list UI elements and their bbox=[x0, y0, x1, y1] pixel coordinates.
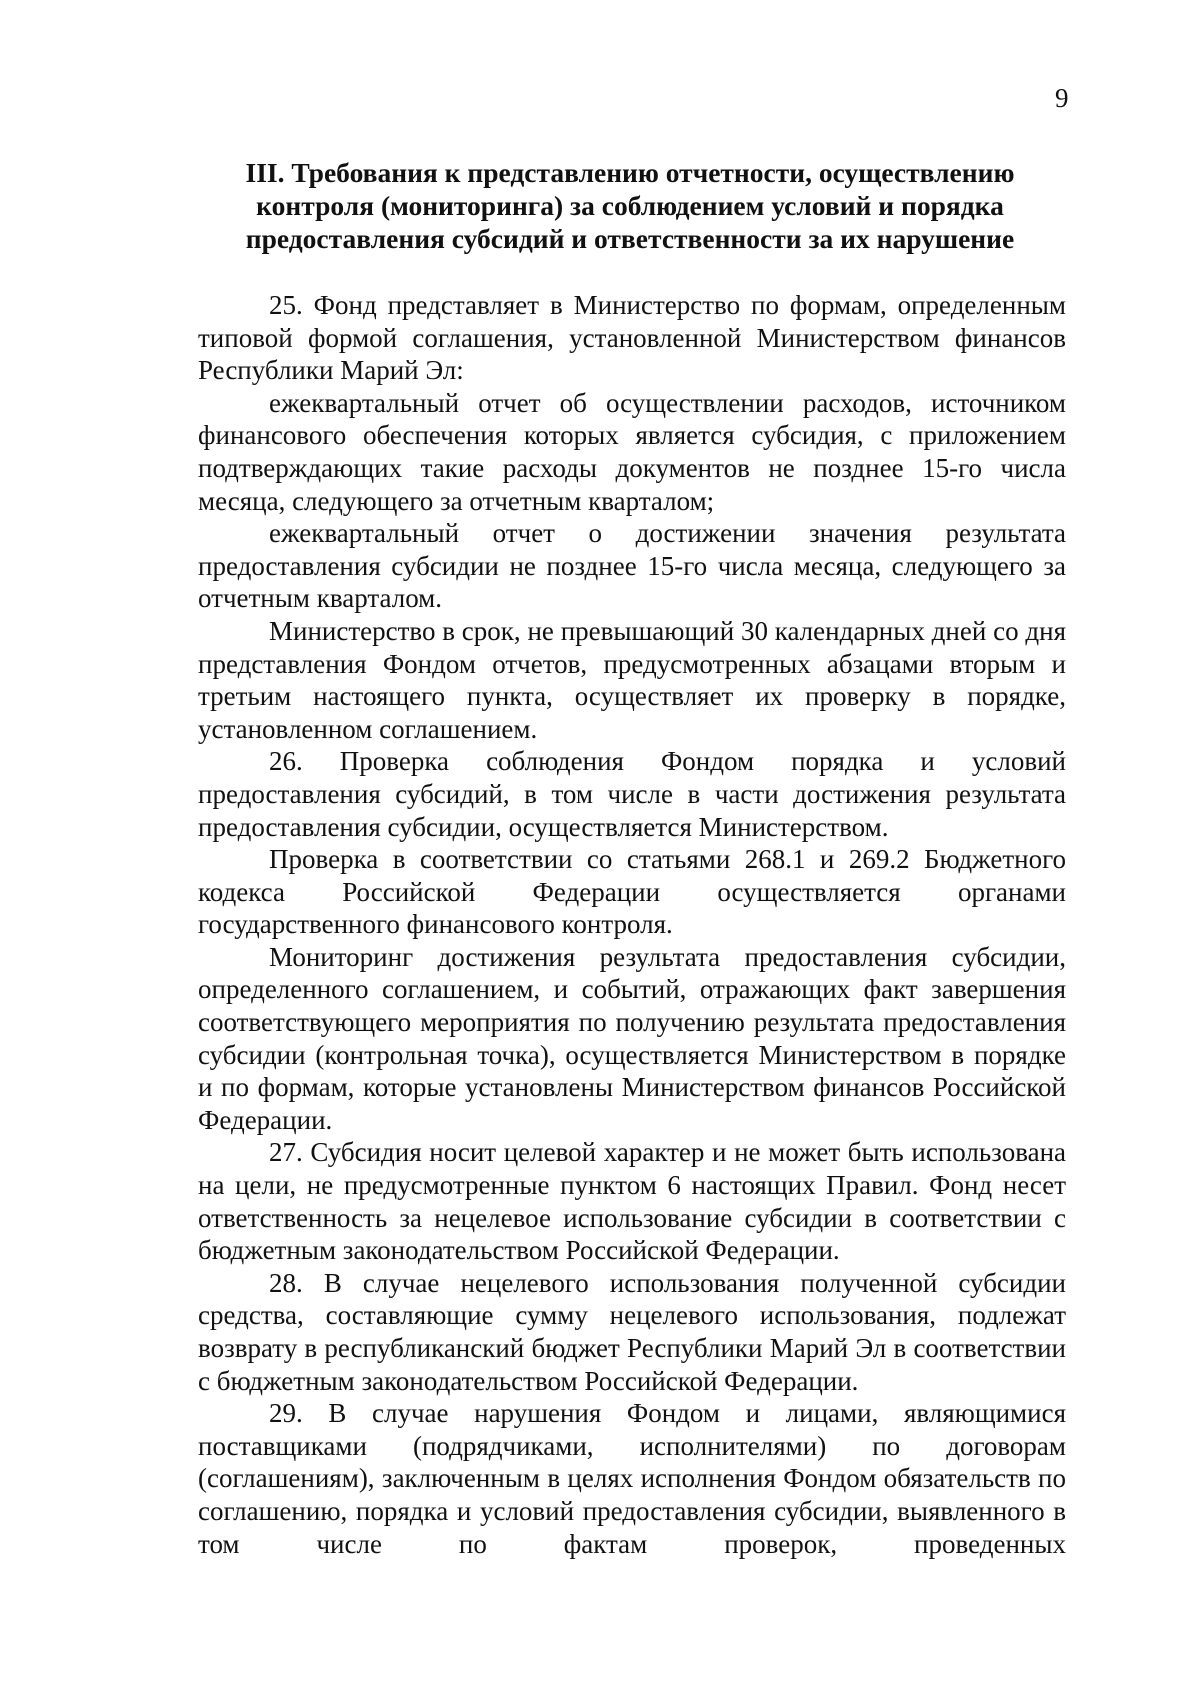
paragraph-monitoring: Мониторинг достижения результата предоставления субсидии, определенного соглашением, и событий, отражающих факт завершения соответствующего мероприятия по получению результата предоставления субсидии (контрольная точка), осуществляется Министерством в порядке и по формам, которые установлены Министерством финансов Российской Федерации. bbox=[198, 941, 1066, 1135]
paragraph-ministry-review: Министерство в срок, не превышающий 30 календарных дней со дня представления Фондом отчетов, предусмотренных абзацами вторым и третьим настоящего пункта, осуществляет их проверку в порядке, установленном соглашением. bbox=[198, 615, 1066, 744]
paragraph-item-28: 28. В случае нецелевого использования полученной субсидии средства, составляющие сумму нецелевого использования, подлежат возврату в республиканский бюджет Республики Марий Эл в соответствии с бюджетным законодательством Российской Федерации. bbox=[198, 1267, 1066, 1396]
page-number: 9 bbox=[1055, 83, 1069, 113]
paragraph-item-26: 26. Проверка соблюдения Фондом порядка и условий предоставления субсидий, в том числе в части достижения результата предоставления субсидии, осуществляется Министерством. bbox=[198, 746, 1066, 842]
paragraph-quarterly-expense-report: ежеквартальный отчет об осуществлении расходов, источником финансового обеспечения которых является субсидия, с приложением подтверждающих такие расходы документов не позднее 15-го числа месяца, следующего за отчетным кварталом; bbox=[198, 387, 1066, 516]
paragraph-item-25: 25. Фонд представляет в Министерство по формам, определенным типовой формой соглашения, установленной Министерством финансов Республики Марий Эл: bbox=[198, 290, 1066, 386]
document-body bbox=[198, 289, 1066, 1560]
section-heading-line: III. Требования к представлению отчетности, осуществлению bbox=[245, 157, 1015, 188]
paragraph-item-27: 27. Субсидия носит целевой характер и не может быть использована на цели, не предусмотренные пунктом 6 настоящих Правил. Фонд несет ответственность за нецелевое использование субсидии в соответствии с бюджетным законодательством Российской Федерации. bbox=[198, 1137, 1066, 1266]
section-heading-line: предоставления субсидий и ответственности за их нарушение bbox=[245, 223, 1015, 254]
section-heading-line: контроля (мониторинга) за соблюдением условий и порядка bbox=[256, 190, 1004, 221]
paragraph-budget-code-check: Проверка в соответствии со статьями 268.1 и 269.2 Бюджетного кодекса Российской Федерации осуществляется органами государственного финансового контроля. bbox=[198, 844, 1066, 940]
paragraph-item-29: 29. В случае нарушения Фондом и лицами, являющимися поставщиками (подрядчиками, исполнителями) по договорам (соглашениям), заключенным в целях исполнения Фондом обязательств по соглашению, порядка и условий предоставления субсидии, выявленного в том числе по фактам проверок, проведенных bbox=[198, 1398, 1066, 1559]
section-heading bbox=[200, 156, 1060, 255]
paragraph-quarterly-result-report: ежеквартальный отчет о достижении значения результата предоставления субсидии не позднее 15-го числа месяца, следующего за отчетным кварталом. bbox=[198, 518, 1066, 614]
